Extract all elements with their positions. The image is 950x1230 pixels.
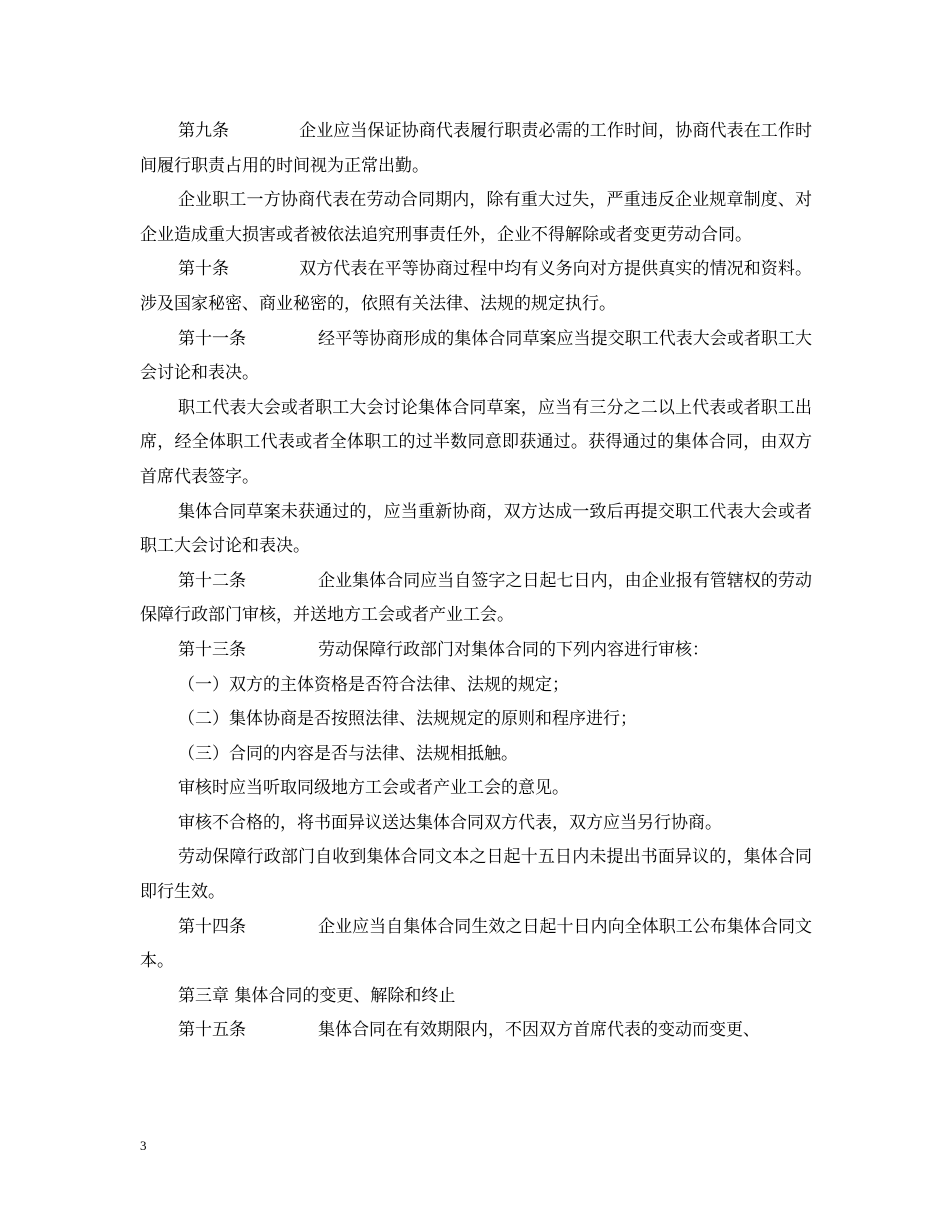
paragraph-article-12 (140, 564, 812, 633)
article-label: 第十五条 (178, 1020, 246, 1041)
paragraph (140, 183, 812, 252)
paragraph (140, 840, 812, 909)
article-label: 第九条 (178, 121, 229, 141)
list-item (140, 668, 812, 703)
page-number: 3 (140, 1138, 147, 1153)
paragraph-article-11 (140, 322, 812, 391)
paragraph-text: 经平等协商形成的集体合同草案应当提交职工代表大会或者职工大会讨论和表决。 (140, 328, 812, 384)
paragraph-text: （三）合同的内容是否与法律、法规相抵触。 (178, 743, 518, 764)
article-label: 第十条 (178, 259, 229, 280)
paragraph-text: 集体合同草案未获通过的，应当重新协商，双方达成一致后再提交职工代表大会或者职工大会讨论和表决。 (140, 501, 812, 557)
chapter-heading (140, 979, 812, 1014)
paragraph-article-13 (140, 633, 812, 668)
paragraph-text: 企业应当自集体合同生效之日起十日内向全体职工公布集体合同文本。 (140, 916, 812, 972)
article-label: 第十三条 (178, 639, 246, 660)
paragraph-article-15 (140, 1013, 812, 1048)
paragraph-text: 第三章 集体合同的变更、解除和终止 (178, 985, 456, 1006)
paragraph-text: 职工代表大会或者职工大会讨论集体合同草案，应当有三分之二以上代表或者职工出席，经全体职工代表或者全体职工的过半数同意即获通过。获得通过的集体合同，由双方首席代表签字。 (140, 397, 812, 487)
paragraph-text: （二）集体协商是否按照法律、法规规定的原则和程序进行； (178, 709, 637, 730)
paragraph-text: 企业应当保证协商代表履行职责必需的工作时间，协商代表在工作时间履行职责占用的时间视为正常出勤。 (140, 121, 812, 176)
paragraph-text: 集体合同在有效期限内，不因双方首席代表的变动而变更、 (318, 1020, 760, 1041)
paragraph-text: （一）双方的主体资格是否符合法律、法规的规定； (178, 674, 569, 695)
document-body (140, 114, 812, 1048)
paragraph-text: 审核时应当听取同级地方工会或者产业工会的意见。 (178, 778, 569, 799)
paragraph-text: 劳动保障行政部门对集体合同的下列内容进行审核： (318, 639, 709, 660)
list-item (140, 737, 812, 772)
paragraph-text: 双方代表在平等协商过程中均有义务向对方提供真实的情况和资料。涉及国家秘密、商业秘密的，依照有关法律、法规的规定执行。 (140, 259, 812, 314)
paragraph-text: 企业职工一方协商代表在劳动合同期内，除有重大过失，严重违反企业规章制度、对企业造成重大损害或者被依法追究刑事责任外，企业不得解除或者变更劳动合同。 (140, 190, 812, 245)
paragraph-text: 企业集体合同应当自签字之日起七日内，由企业报有管辖权的劳动保障行政部门审核，并送地方工会或者产业工会。 (140, 570, 812, 626)
paragraph-text: 劳动保障行政部门自收到集体合同文本之日起十五日内未提出书面异议的，集体合同即行生效。 (140, 847, 812, 903)
paragraph (140, 771, 812, 806)
article-label: 第十二条 (178, 570, 246, 591)
paragraph-article-9 (140, 114, 812, 183)
list-item (140, 702, 812, 737)
paragraph-article-14 (140, 910, 812, 979)
article-label: 第十四条 (178, 916, 246, 937)
paragraph (140, 806, 812, 841)
paragraph-text: 审核不合格的，将书面异议送达集体合同双方代表，双方应当另行协商。 (178, 812, 722, 833)
paragraph (140, 495, 812, 564)
article-label: 第十一条 (178, 328, 246, 349)
paragraph (140, 391, 812, 495)
paragraph-article-10 (140, 252, 812, 321)
